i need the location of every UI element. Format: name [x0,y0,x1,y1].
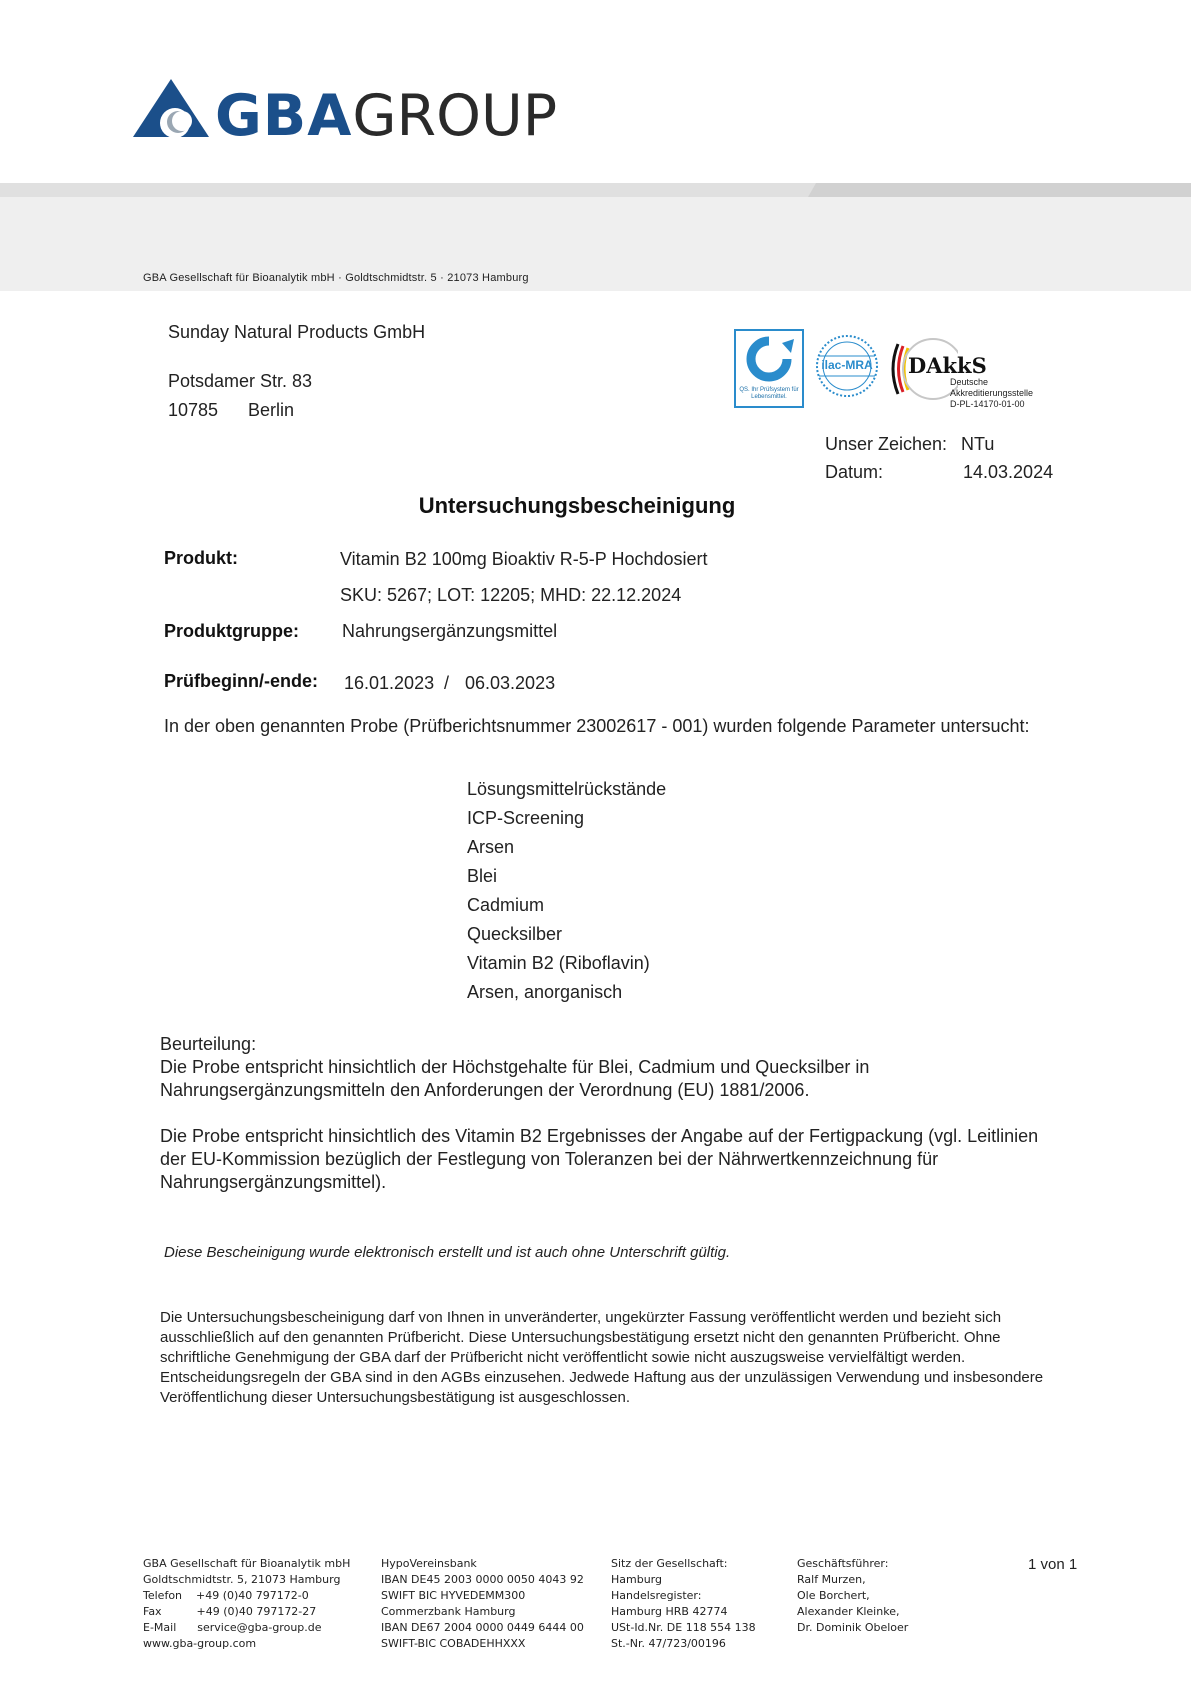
gba-logo-mark-icon [131,77,211,139]
footer-line: GBA Gesellschaft für Bioanalytik mbH [143,1557,351,1570]
footer-line: Dr. Dominik Obeloer [797,1621,909,1634]
header-band-accent [808,183,1191,197]
recipient-street: Potsdamer Str. 83 [168,371,313,391]
ilac-mra-logo [815,334,879,398]
gba-group-logo [131,77,571,149]
assessment-text-line: Die Probe entspricht hinsichtlich des Vitamin B2 Ergebnisses der Angabe auf der Fertigpackung (vgl. Leitlinien [160,1126,1039,1146]
sender-line: GBA Gesellschaft für Bioanalytik mbH · Goldtschmidtstr. 5 · 21073 Hamburg [143,272,529,284]
footer-line: Goldtschmidtstr. 5, 21073 Hamburg [143,1573,341,1586]
recipient-company: Sunday Natural Products GmbH [168,322,426,342]
parameter-item: ICP-Screening [467,808,585,828]
dakks-sub-line: D-PL-14170-01-00 [950,399,1025,409]
document-title: Untersuchungsbescheinigung [418,493,736,518]
parameter-item: Quecksilber [467,924,563,944]
logo-text-group: GROUP [352,83,558,149]
footer-line: Hamburg [611,1573,662,1586]
footer-line: Commerzbank Hamburg [381,1605,516,1618]
product-group-value: Nahrungsergänzungsmittel [342,621,558,641]
logo-text-gba: GBA [215,83,353,149]
disclaimer-line: schriftliche Genehmigung der GBA darf der Prüfbericht nicht veröffentlicht sowie nicht auszugsweise vervielfältigt werden. [160,1349,966,1366]
test-period-separator: / [444,673,450,693]
test-period-label: Prüfbeginn/-ende: [164,671,318,691]
parameter-item: Arsen, anorganisch [467,982,623,1002]
product-label: Produkt: [164,548,238,568]
footer-line: HypoVereinsbank [381,1557,477,1570]
disclaimer-line: ausschließlich auf den genannten Prüfbericht. Diese Untersuchungsbestätigung ersetzt nicht den genannten Prüfbericht. Ohne [160,1329,1001,1346]
parameter-item: Cadmium [467,895,545,915]
footer-line: www.gba-group.com [143,1637,257,1650]
parameter-item: Blei [467,866,498,886]
date-label: Datum: [825,462,884,482]
footer-line: Ralf Murzen, [797,1573,866,1586]
footer-line: SWIFT-BIC COBADEHHXXX [381,1637,526,1650]
disclaimer-line: Veröffentlichung dieser Untersuchungsbestätigung ist ausgeschlossen. [160,1389,631,1406]
footer-management-column [797,1556,908,1636]
assessment-section [160,1033,1038,1194]
footer-line: USt-Id.Nr. DE 118 554 138 [611,1621,756,1634]
ilac-text: ilac-MRA [821,358,873,372]
intro-text: In der oben genannten Probe (Prüfberichtsnummer 23002617 - 001) wurden folgende Parameter untersucht: [164,716,1030,736]
footer-bank-column [381,1556,584,1652]
parameter-list [467,779,666,1011]
dakks-subtitle [950,377,1050,410]
reference-label: Unser Zeichen: [825,434,948,454]
footer-line: Handelsregister: [611,1589,702,1602]
footer-line: Fax +49 (0)40 797172-27 [143,1605,317,1618]
test-period-start: 16.01.2023 [344,673,435,693]
product-group-label: Produktgruppe: [164,621,299,641]
dakks-name: DAkkS [908,353,987,378]
footer-line: St.-Nr. 47/723/00196 [611,1637,726,1650]
test-period-end: 06.03.2023 [465,673,556,693]
footer-line: E-Mail service@gba-group.de [143,1621,322,1634]
dakks-sub-line: Deutsche [950,377,989,387]
parameter-item: Lösungsmittelrückstände [467,779,667,799]
footer-line: SWIFT BIC HYVEDEMM300 [381,1589,526,1602]
parameter-item: Vitamin B2 (Riboflavin) [467,953,650,973]
assessment-text-line: Nahrungsergänzungsmittel). [160,1172,387,1192]
footer-company-column [143,1556,350,1652]
disclaimer-line: Die Untersuchungsbescheinigung darf von Ihnen in unveränderter, ungekürzter Fassung veröffentlicht werden und bezieht sich [160,1309,1002,1326]
footer-line: Sitz der Gesellschaft: [611,1557,728,1570]
footer-line: Hamburg HRB 42774 [611,1605,728,1618]
assessment-label: Beurteilung: [160,1034,257,1054]
footer-line: Geschäftsführer: [797,1557,889,1570]
footer-line: Alexander Kleinke, [797,1605,900,1618]
assessment-text-line: Nahrungsergänzungsmitteln den Anforderungen der Verordnung (EU) 1881/2006. [160,1080,810,1100]
footer-line: IBAN DE67 2004 0000 0449 6444 00 [381,1621,584,1634]
disclaimer [160,1308,1090,1408]
date-value: 14.03.2024 [963,462,1054,482]
qs-arrow-icon [736,335,802,383]
product-details: SKU: 5267; LOT: 12205; MHD: 22.12.2024 [340,585,682,605]
logo-wordmark [215,85,557,147]
footer-line: Ole Borchert, [797,1589,870,1602]
qs-certificate-logo [734,329,804,408]
recipient-city: Berlin [248,400,295,420]
product-name: Vitamin B2 100mg Bioaktiv R-5-P Hochdosiert [340,549,708,569]
footer-register-column [611,1556,756,1652]
recipient-zip: 10785 [168,400,219,420]
reference-value: NTu [961,434,995,454]
assessment-text-line: Die Probe entspricht hinsichtlich der Höchstgehalte für Blei, Cadmium und Quecksilber in [160,1057,870,1077]
page-number: 1 von 1 [1028,1556,1078,1573]
parameter-item: Arsen [467,837,515,857]
footer-line: IBAN DE45 2003 0000 0050 4043 92 [381,1573,584,1586]
footer-line: Telefon +49 (0)40 797172-0 [143,1589,309,1602]
electronic-signature-note: Diese Bescheinigung wurde elektronisch erstellt und ist auch ohne Unterschrift gültig. [164,1244,731,1261]
disclaimer-line: Entscheidungsregeln der GBA sind in den AGBs einzusehen. Jedwede Haftung aus der unzulässigen Verwendung und insbesondere [160,1369,1044,1386]
assessment-text-line: der EU-Kommission bezüglich der Festlegung von Toleranzen bei der Nährwertkennzeichnung für [160,1149,939,1169]
qs-caption: QS. Ihr Prüfsystem für Lebensmittel. [739,387,799,400]
dakks-sub-line: Akkreditierungsstelle [950,388,1034,398]
